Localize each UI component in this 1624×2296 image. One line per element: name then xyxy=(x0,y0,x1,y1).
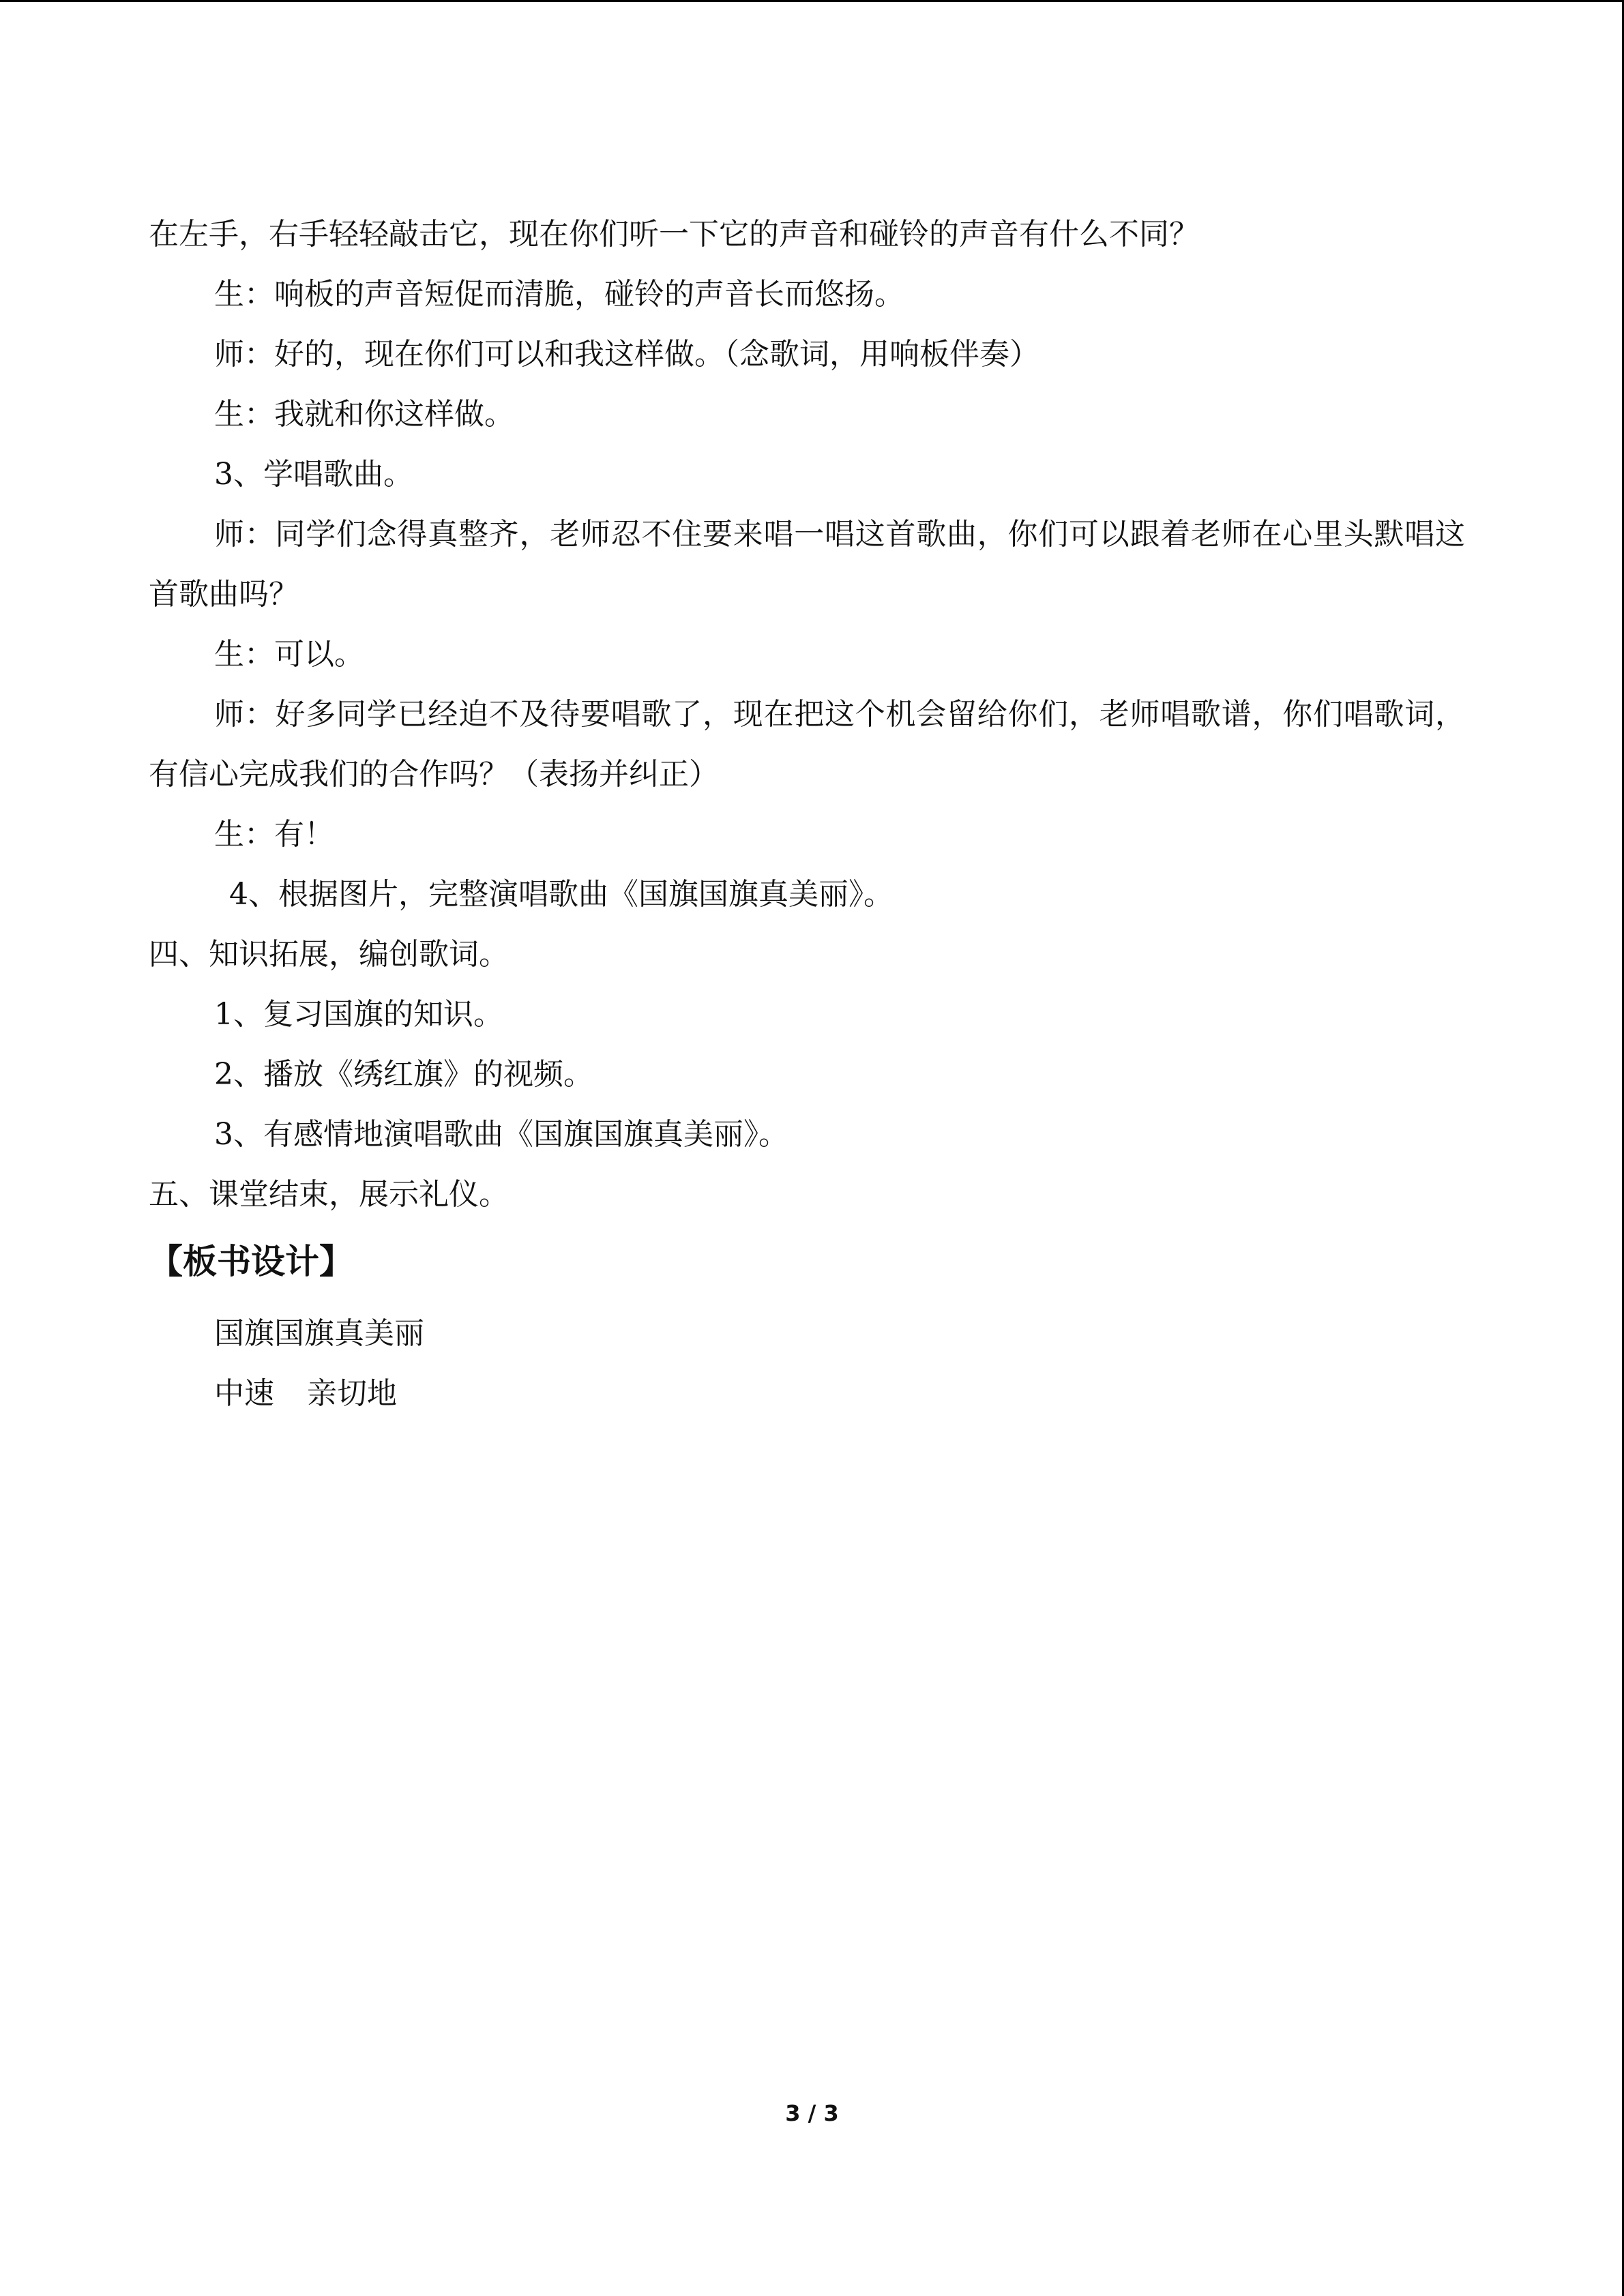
list-item-sing: 3、有感情地演唱歌曲《国旗国旗真美丽》。 xyxy=(214,1117,788,1152)
paragraph-teacher-cooperate: 师：好多同学已经迫不及待要唱歌了，现在把这个机会留给你们，老师唱歌谱，你们唱歌词，有信心完成我们的合作吗？（表扬并纠正） xyxy=(149,697,1465,792)
list-item-video: 2、播放《绣红旗》的视频。 xyxy=(214,1057,593,1092)
board-tempo-line xyxy=(149,1364,1465,1424)
board-design-heading: 【板书设计】 xyxy=(149,1242,353,1281)
board-tempo: 中速 xyxy=(214,1376,274,1411)
paragraph-continuation: 在左手，右手轻轻敲击它，现在你们听一下它的声音和碰铃的声音有什么不同？ xyxy=(149,217,1199,252)
board-song-title: 国旗国旗真美丽 xyxy=(214,1316,424,1351)
paragraph-step-3: 3、学唱歌曲。 xyxy=(214,457,413,492)
paragraph-student: 生：我就和你这样做。 xyxy=(214,397,514,432)
paragraph-student-ok: 生：可以。 xyxy=(214,637,364,672)
page-number: 3 / 3 xyxy=(785,2100,839,2126)
paragraph-teacher: 师：好的，现在你们可以和我这样做。（念歌词，用响板伴奏） xyxy=(214,337,1039,372)
paragraph-student-yes: 生：有！ xyxy=(214,817,334,852)
section-four-title: 四、知识拓展，编创歌词。 xyxy=(149,937,509,972)
board-expression: 亲切地 xyxy=(307,1376,397,1411)
paragraph-teacher-sing: 师：同学们念得真整齐，老师忍不住要来唱一唱这首歌曲，你们可以跟着老师在心里头默唱这首歌曲吗？ xyxy=(149,517,1465,612)
board-design xyxy=(149,1304,1465,1424)
document-body xyxy=(149,205,1465,1424)
section-five-title: 五、课堂结束，展示礼仪。 xyxy=(149,1177,509,1212)
paragraph-step-4: 4、根据图片，完整演唱歌曲《国旗国旗真美丽》。 xyxy=(229,877,894,912)
paragraph-student-answer: 生：响板的声音短促而清脆，碰铃的声音长而悠扬。 xyxy=(214,277,904,312)
list-item-review: 1、复习国旗的知识。 xyxy=(214,997,503,1032)
